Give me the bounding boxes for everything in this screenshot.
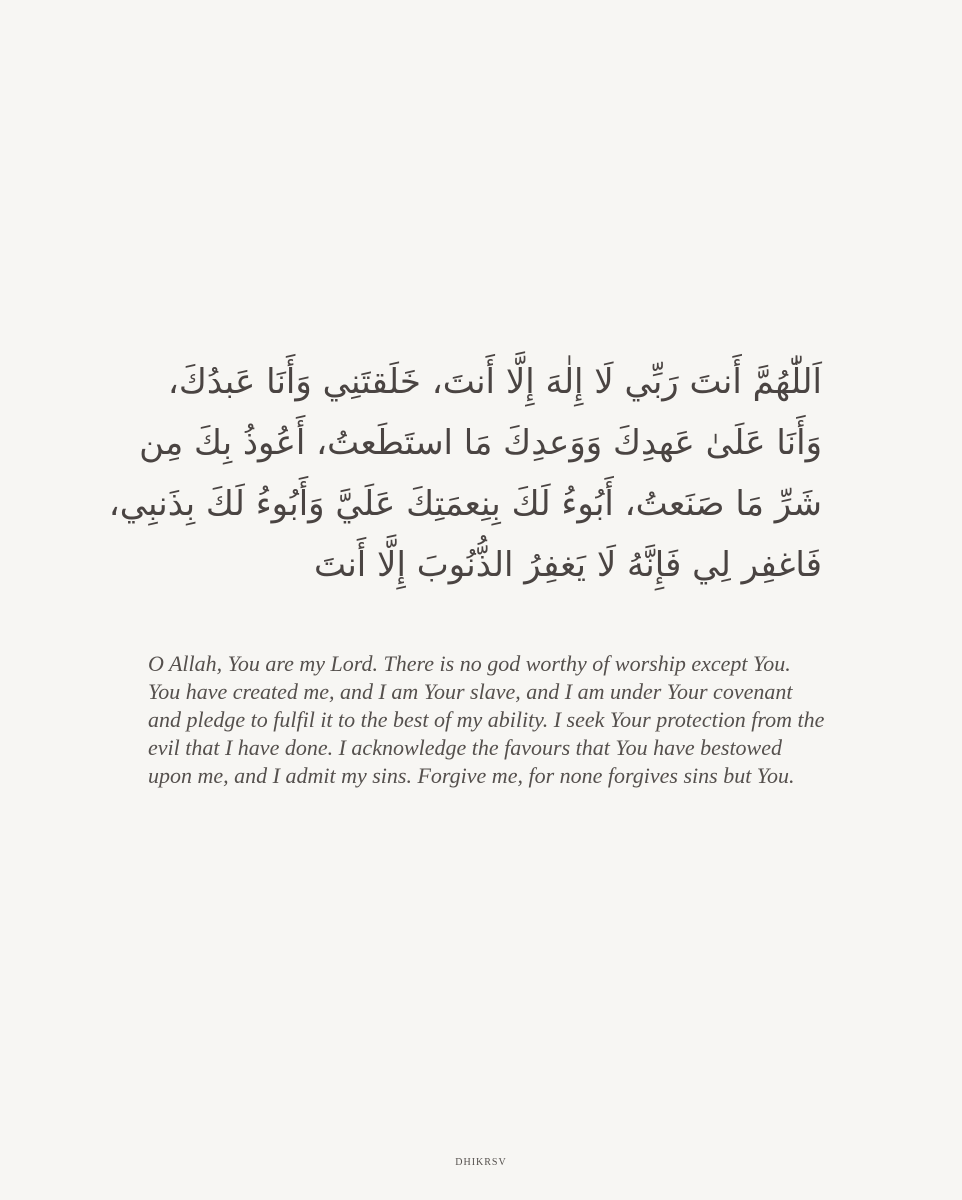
arabic-line-1: اَللّٰهُمَّ أَنتَ رَبِّي لَا إِلٰهَ إِلَّا أَنتَ، خَلَقتَنِي وَأَنَا عَبدُكَ، xyxy=(167,362,822,402)
arabic-dua-text xyxy=(108,352,822,596)
arabic-line-4: فَاغفِر لِي فَإِنَّهُ لَا يَغفِرُ الذُّنُوبَ إِلَّا أَنتَ xyxy=(313,545,822,585)
brand-watermark: DHIKRSV xyxy=(455,1157,507,1168)
arabic-line-3: شَرِّ مَا صَنَعتُ، أَبُوءُ لَكَ بِنِعمَتِكَ عَلَيَّ وَأَبُوءُ لَكَ بِذَنبِي، xyxy=(108,484,822,524)
english-translation: O Allah, You are my Lord. There is no god worthy of worship except You. You have created me, and I am Your slave, and I am under Your covenant and pledge to fulfil it to the best of my ability. I seek Your protection from the evil that I have done. I acknowledge the favours that You have bestowed upon me, and I admit my sins. Forgive me, for none forgives sins but You. xyxy=(148,651,825,788)
arabic-line-2: وَأَنَا عَلَىٰ عَهدِكَ وَوَعدِكَ مَا استَطَعتُ، أَعُوذُ بِكَ مِن xyxy=(139,423,822,463)
